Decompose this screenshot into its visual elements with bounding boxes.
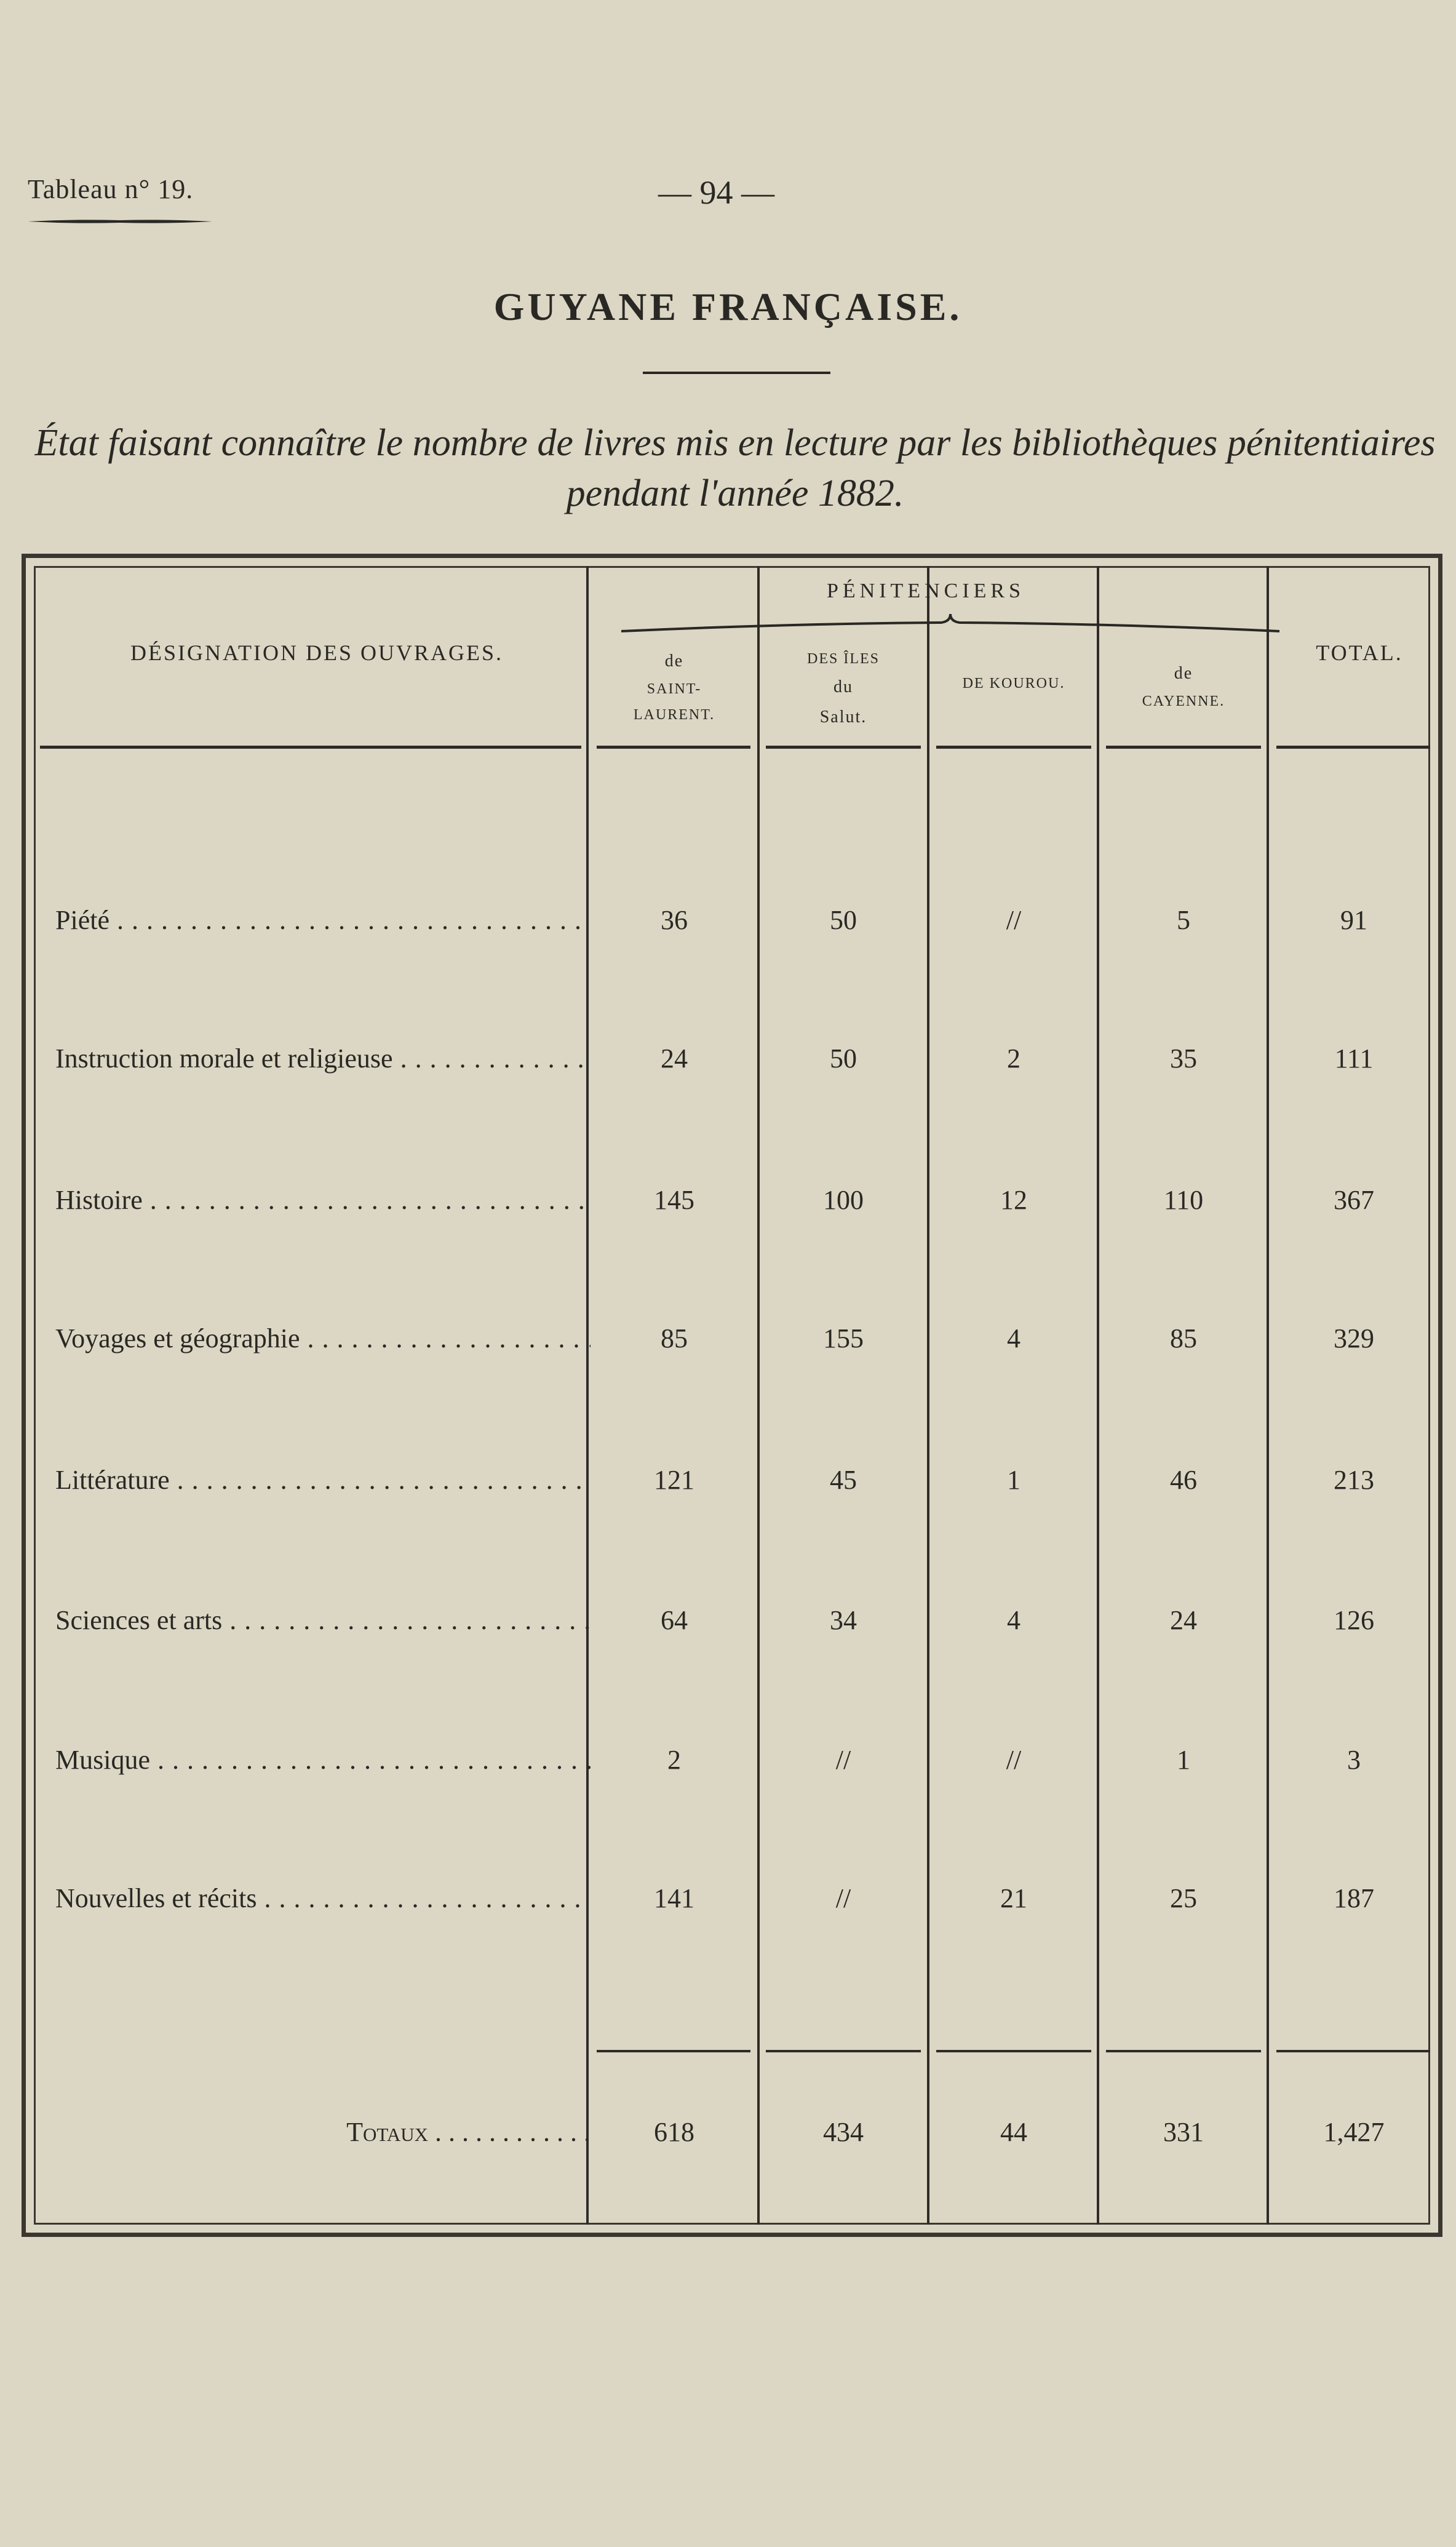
cell-value: 24 [661, 1043, 688, 1074]
row-label: Sciences et arts . . . [55, 1604, 591, 1636]
cell-value: 24 [1170, 1605, 1197, 1635]
cell-value: 100 [823, 1185, 864, 1215]
penitenciers-group-header: PÉNITENCIERS [827, 580, 1025, 602]
cell-value: 50 [830, 905, 857, 935]
totals-rule [1276, 2050, 1430, 2052]
column-header-saint-laurent: de SAINT- LAURENT. [633, 652, 715, 723]
cell-total: 329 [1334, 1323, 1374, 1353]
cell-value: 331 [1163, 2117, 1204, 2147]
cell-value: 1 [1007, 1465, 1020, 1495]
row-label: Voyages et géographie . . . [55, 1323, 591, 1354]
tableau-underline-ornament [28, 219, 212, 224]
cell-total: 213 [1334, 1465, 1374, 1495]
cell-value: 64 [661, 1605, 688, 1635]
designation-column-header: DÉSIGNATION DES OUVRAGES. [130, 640, 503, 665]
header-rule [1276, 746, 1430, 749]
cell-value: // [1006, 905, 1022, 935]
cell-value: 121 [654, 1465, 694, 1495]
cell-value: 155 [823, 1323, 864, 1353]
cell-value: 4 [1007, 1605, 1020, 1635]
column-rule [927, 566, 929, 2225]
header-rule [40, 746, 581, 749]
row-label: Musique . . . [55, 1744, 591, 1776]
totals-rule [1106, 2050, 1261, 2052]
header-rule [936, 746, 1091, 749]
cell-value: 145 [654, 1185, 694, 1215]
cell-value: 110 [1163, 1185, 1204, 1215]
column-rule [1097, 566, 1099, 2225]
statistics-table [22, 554, 1442, 2237]
column-header-kourou: DE KOUROU. [962, 676, 1065, 692]
column-header-iles-du-salut: DES ÎLES du Salut. [807, 651, 880, 727]
totals-rule [597, 2050, 750, 2052]
row-label: Piété . . . [55, 904, 591, 936]
cell-value: 2 [667, 1745, 681, 1775]
cell-value: 85 [1170, 1323, 1197, 1353]
cell-value: // [1006, 1745, 1022, 1775]
cell-value: 618 [654, 2117, 694, 2147]
cell-value: 12 [1000, 1185, 1027, 1215]
totals-rule [936, 2050, 1091, 2052]
cell-total: 126 [1334, 1605, 1374, 1635]
cell-value: 45 [830, 1465, 857, 1495]
row-label: Littérature . . . [55, 1464, 591, 1496]
page-number: — 94 — [658, 174, 774, 211]
column-header-cayenne: de CAYENNE. [1142, 664, 1225, 709]
row-label: Nouvelles et récits . . . [55, 1883, 591, 1914]
totals-rule [766, 2050, 921, 2052]
cell-total: 1,427 [1323, 2117, 1385, 2147]
column-rule [586, 566, 589, 2225]
tableau-label: Tableau n° 19. [28, 174, 194, 204]
cell-value: 4 [1007, 1323, 1020, 1353]
cell-value: 2 [1007, 1043, 1020, 1074]
row-label: Instruction morale et religieuse . . . [55, 1043, 591, 1074]
total-column-header: TOTAL. [1316, 640, 1403, 665]
cell-total: 3 [1347, 1745, 1361, 1775]
column-rule [757, 566, 760, 2225]
totals-label: Totaux . . . . . . . . . . . . [346, 2117, 591, 2147]
cell-total: 111 [1334, 1043, 1374, 1074]
document-title: GUYANE FRANÇAISE. [493, 285, 963, 329]
cell-value: 50 [830, 1043, 857, 1074]
cell-value: 35 [1170, 1043, 1197, 1074]
column-rule [1267, 566, 1269, 2225]
cell-value: 434 [823, 2117, 864, 2147]
cell-value: 46 [1170, 1465, 1197, 1495]
cell-value: 1 [1177, 1745, 1190, 1775]
header-rule [1106, 746, 1261, 749]
title-rule [643, 372, 830, 374]
cell-value: 34 [830, 1605, 857, 1635]
cell-value: 44 [1000, 2117, 1027, 2147]
row-label: Histoire . . . [55, 1184, 591, 1216]
cell-total: 367 [1334, 1185, 1374, 1215]
header-rule [597, 746, 750, 749]
header-rule [766, 746, 921, 749]
cell-value: // [835, 1883, 851, 1913]
cell-total: 187 [1334, 1883, 1374, 1913]
cell-value: 85 [661, 1323, 688, 1353]
table-inner-border [34, 566, 1430, 2225]
cell-value: 25 [1170, 1883, 1197, 1913]
cell-value: 21 [1000, 1883, 1027, 1913]
cell-value: 141 [654, 1883, 694, 1913]
cell-total: 91 [1340, 905, 1367, 935]
cell-value: // [835, 1745, 851, 1775]
group-brace [621, 610, 1279, 635]
dot-leader: . . . . . . . . . . . . [428, 2117, 591, 2147]
document-subtitle: État faisant connaître le nombre de livres mis en lecture par les bibliothèques pénitentiaires pendant l'année 1882. [34, 422, 1436, 514]
cell-value: 5 [1177, 905, 1190, 935]
cell-value: 36 [661, 905, 688, 935]
